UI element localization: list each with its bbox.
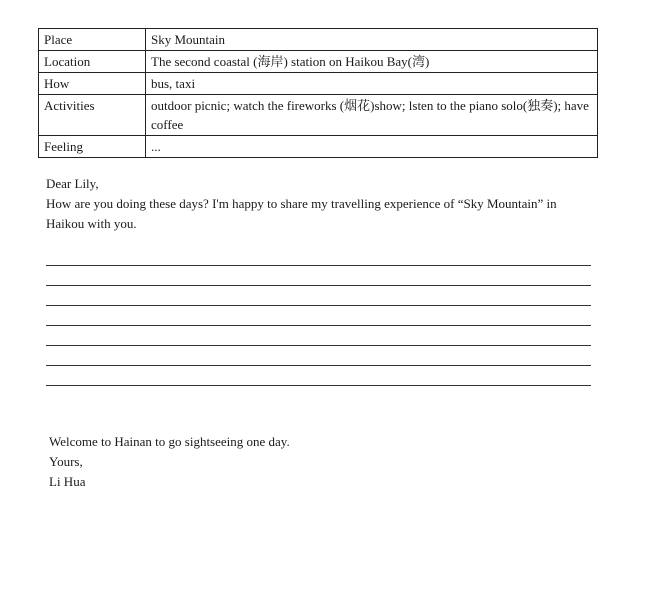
row-value: outdoor picnic; watch the fireworks (烟花)show; lsten to the piano solo(独奏); have coffee [146,95,598,136]
info-table [38,28,598,158]
letter-body: How are you doing these days? I'm happy to share my travelling experience of “Sky Mountain” in Haikou with you. [46,196,557,231]
closing-name: Li Hua [49,474,86,489]
table-row [39,51,598,73]
row-value: bus, taxi [146,73,598,95]
row-value: The second coastal (海岸) station on Haikou Bay(湾) [146,51,598,73]
letter-opening [46,174,596,234]
table-row [39,95,598,136]
writing-lines [46,246,591,386]
table-row [39,136,598,158]
writing-line [46,366,591,386]
letter-closing [49,432,349,492]
table-row [39,73,598,95]
closing-welcome: Welcome to Hainan to go sightseeing one day. [49,434,290,449]
writing-line [46,286,591,306]
closing-signoff: Yours, [49,454,83,469]
writing-line [46,306,591,326]
writing-line [46,266,591,286]
row-label: Activities [39,95,146,136]
row-label: Location [39,51,146,73]
row-value: ... [146,136,598,158]
writing-line [46,326,591,346]
row-label: How [39,73,146,95]
letter-greeting: Dear Lily, [46,176,99,191]
row-value: Sky Mountain [146,29,598,51]
writing-line [46,346,591,366]
row-label: Place [39,29,146,51]
row-label: Feeling [39,136,146,158]
table-row [39,29,598,51]
writing-line [46,246,591,266]
